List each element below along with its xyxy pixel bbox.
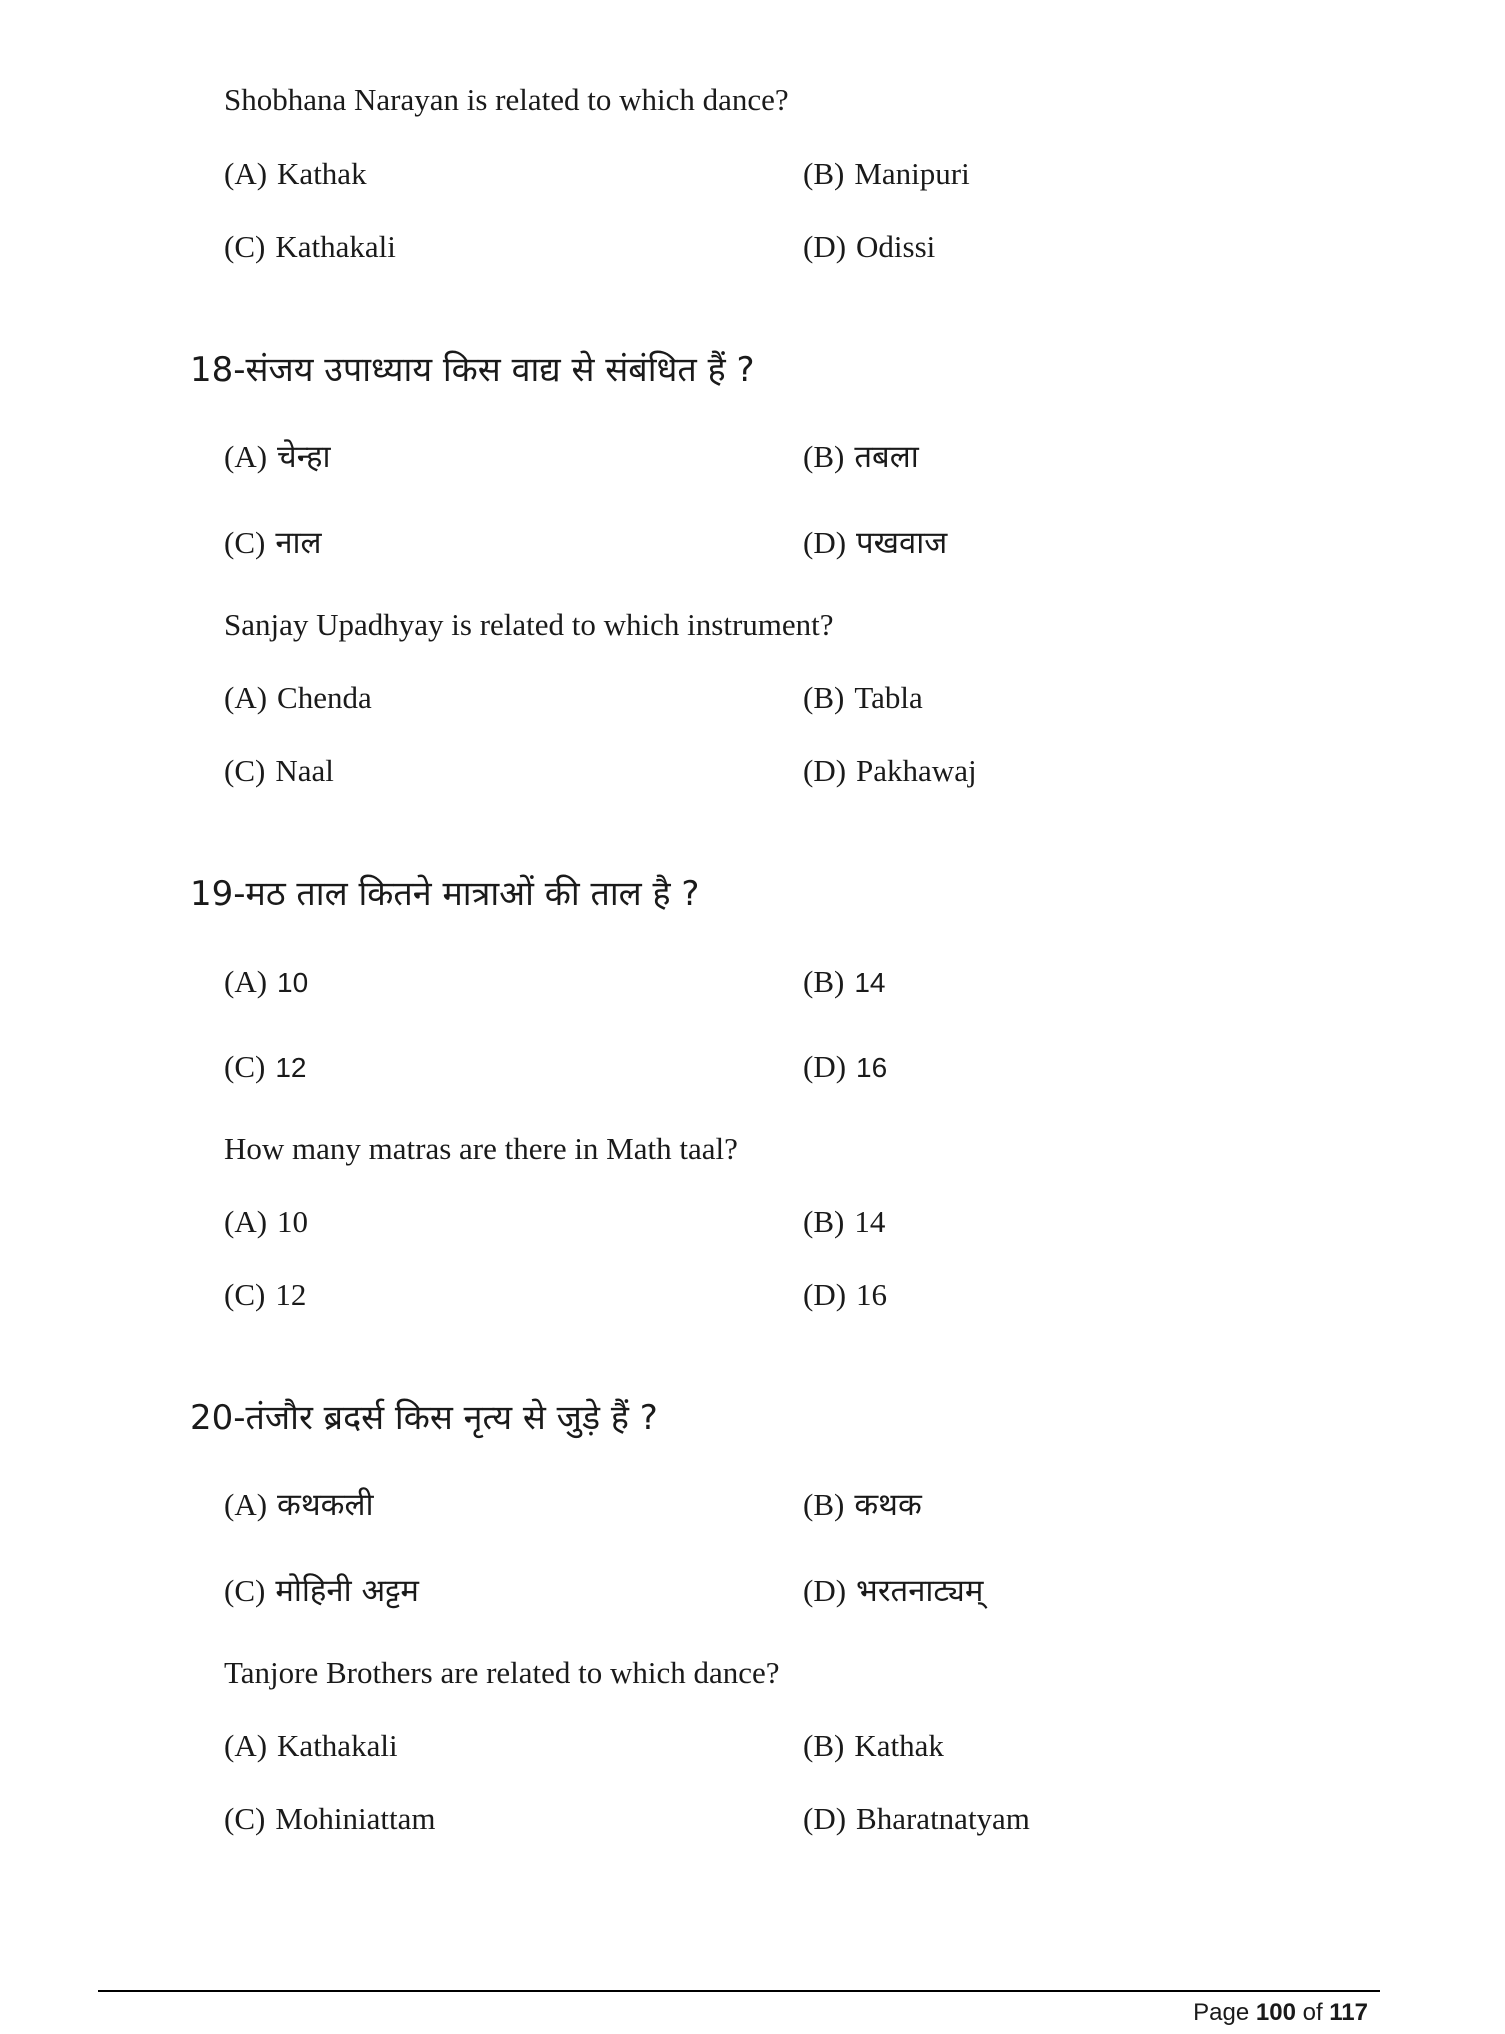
q18-option-a-en — [224, 678, 372, 718]
option-label: (B) — [803, 439, 845, 474]
option-text: नाल — [275, 525, 322, 561]
q20-option-d-en — [803, 1799, 1030, 1839]
page-number — [1193, 1996, 1368, 2030]
option-label: (D) — [803, 1801, 847, 1836]
q18-option-b-hi — [803, 437, 919, 477]
q18-option-d-hi — [803, 523, 947, 563]
option-label: (C) — [224, 1801, 266, 1836]
option-label: (D) — [803, 1573, 847, 1608]
footer-divider — [98, 1990, 1380, 1992]
option-text: Kathak — [277, 156, 367, 191]
q19-option-a-hi — [224, 962, 308, 1003]
option-label: (A) — [224, 1204, 268, 1239]
page-word: Page — [1193, 1999, 1250, 2026]
q20-option-c-hi — [224, 1571, 419, 1611]
option-label: (A) — [224, 680, 268, 715]
option-text: Kathakali — [275, 229, 396, 264]
option-text: Pakhawaj — [856, 753, 977, 788]
option-text: 16 — [856, 1052, 888, 1083]
q20-question-hi: 20-तंजौर ब्रदर्स किस नृत्य से जुड़े हैं ? — [190, 1398, 658, 1438]
option-text: Chenda — [277, 680, 372, 715]
option-label: (B) — [803, 156, 845, 191]
q20-option-a-en — [224, 1726, 398, 1766]
option-text: 14 — [854, 967, 886, 998]
option-text: Tabla — [854, 680, 923, 715]
option-label: (A) — [224, 964, 268, 999]
option-label: (D) — [803, 1277, 847, 1312]
option-text: 12 — [275, 1052, 307, 1083]
option-label: (C) — [224, 753, 266, 788]
q19-option-a-en — [224, 1202, 308, 1242]
q20-option-b-hi — [803, 1485, 922, 1525]
q20-option-b-en — [803, 1726, 944, 1766]
option-label: (B) — [803, 1487, 845, 1522]
option-text: Kathak — [854, 1728, 944, 1763]
q17-option-d-en — [803, 227, 935, 267]
option-text: Mohiniattam — [275, 1801, 436, 1836]
option-text: पखवाज — [856, 525, 948, 561]
q19-question-hi: 19-मठ ताल कितने मात्राओं की ताल है ? — [190, 874, 700, 914]
option-text: भरतनाट्यम् — [856, 1573, 984, 1609]
option-text: कथकली — [277, 1487, 374, 1523]
option-text: Bharatnatyam — [856, 1801, 1030, 1836]
option-text: 10 — [277, 967, 309, 998]
option-text: Manipuri — [854, 156, 970, 191]
q18-option-d-en — [803, 751, 977, 791]
option-label: (B) — [803, 964, 845, 999]
q19-option-b-hi — [803, 962, 885, 1003]
option-text: तबला — [854, 439, 919, 475]
option-label: (C) — [224, 1049, 266, 1084]
page-total: 117 — [1329, 1999, 1368, 2026]
q17-option-b-en — [803, 154, 970, 194]
q19-option-b-en — [803, 1202, 885, 1242]
option-label: (B) — [803, 680, 845, 715]
q19-option-d-hi — [803, 1047, 887, 1088]
q19-option-d-en — [803, 1275, 887, 1315]
q17-option-c-en — [224, 227, 396, 267]
option-text: 10 — [277, 1204, 309, 1239]
q20-question-en: Tanjore Brothers are related to which dance? — [224, 1655, 780, 1690]
q18-question-en: Sanjay Upadhyay is related to which instrument? — [224, 607, 834, 642]
option-text: चेन्हा — [277, 439, 331, 475]
page-current: 100 — [1255, 1999, 1296, 2026]
q18-option-c-hi — [224, 523, 322, 563]
option-label: (D) — [803, 525, 847, 560]
q17-question-en: Shobhana Narayan is related to which dance? — [224, 82, 789, 117]
option-text: Naal — [275, 753, 334, 788]
of-word: of — [1302, 1999, 1323, 2026]
option-text: मोहिनी अट्टम — [275, 1573, 419, 1609]
q20-option-d-hi — [803, 1571, 983, 1611]
option-label: (D) — [803, 1049, 847, 1084]
option-label: (A) — [224, 1487, 268, 1522]
option-label: (D) — [803, 229, 847, 264]
q20-option-c-en — [224, 1799, 435, 1839]
option-label: (B) — [803, 1728, 845, 1763]
option-label: (A) — [224, 156, 268, 191]
q17-option-a-en — [224, 154, 367, 194]
option-label: (C) — [224, 1573, 266, 1608]
option-label: (B) — [803, 1204, 845, 1239]
q19-option-c-hi — [224, 1047, 306, 1088]
q18-option-c-en — [224, 751, 334, 791]
option-label: (D) — [803, 753, 847, 788]
option-text: Odissi — [856, 229, 936, 264]
option-label: (A) — [224, 439, 268, 474]
option-label: (A) — [224, 1728, 268, 1763]
q19-option-c-en — [224, 1275, 306, 1315]
q18-option-b-en — [803, 678, 923, 718]
option-text: 16 — [856, 1277, 888, 1312]
option-label: (C) — [224, 229, 266, 264]
q19-question-en: How many matras are there in Math taal? — [224, 1131, 738, 1166]
option-text: कथक — [854, 1487, 922, 1523]
option-text: 12 — [275, 1277, 307, 1312]
option-text: 14 — [854, 1204, 886, 1239]
q18-option-a-hi — [224, 437, 331, 477]
option-label: (C) — [224, 1277, 266, 1312]
option-label: (C) — [224, 525, 266, 560]
q18-question-hi: 18-संजय उपाध्याय किस वाद्य से संबंधित हैं ? — [190, 350, 755, 390]
option-text: Kathakali — [277, 1728, 398, 1763]
q20-option-a-hi — [224, 1485, 374, 1525]
